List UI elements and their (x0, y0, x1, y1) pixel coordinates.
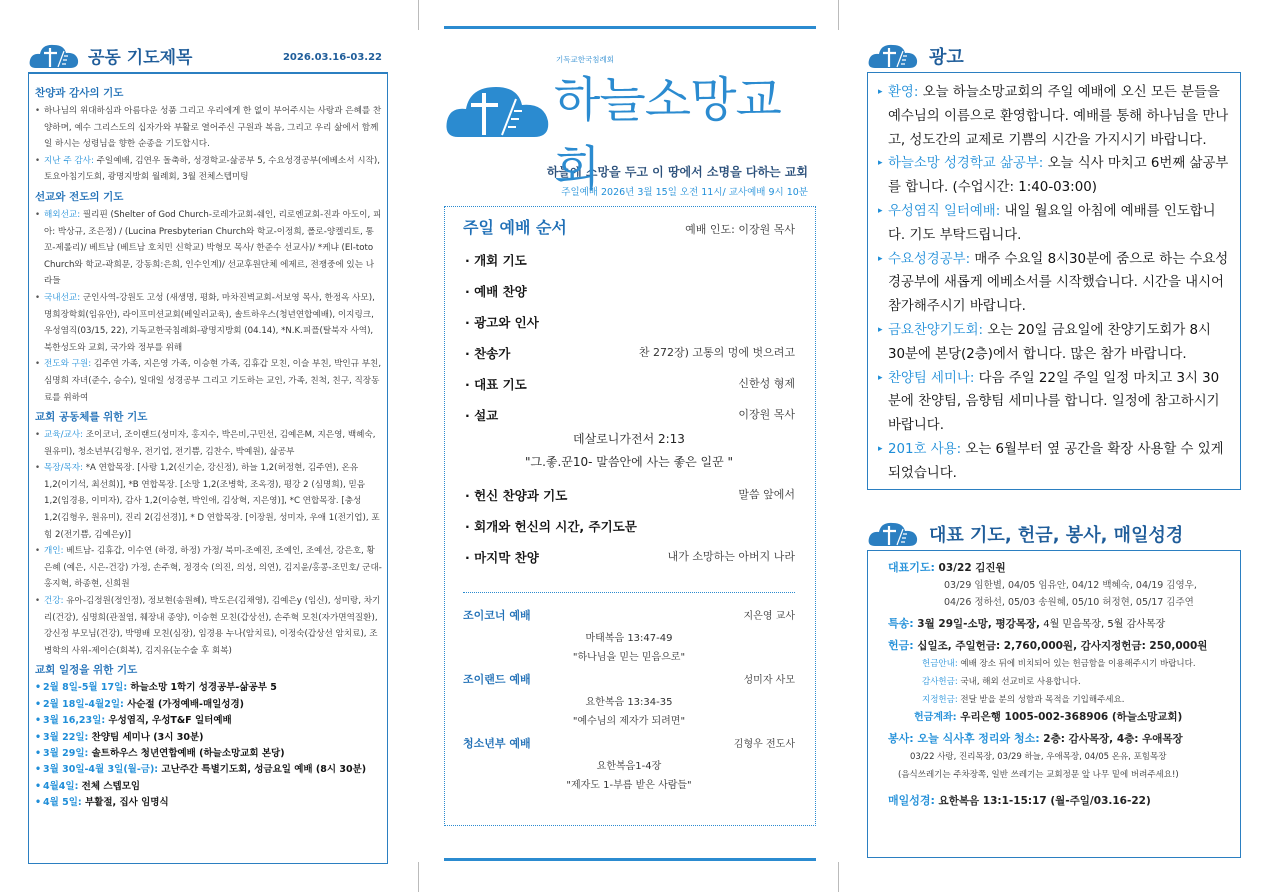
order-item (463, 344, 795, 362)
fold-mark (418, 862, 419, 892)
order-item-label: · 대표 기도 (465, 377, 527, 392)
group-header (463, 735, 795, 751)
announcement-key: 환영: (888, 85, 919, 100)
announcement-key: 금요찬양기도회: (888, 322, 984, 338)
schedule-text: 하늘소망 1학기 성경공부-삶공부 5 (127, 682, 277, 694)
order-item-detail: 말씀 앞에서 (738, 488, 795, 501)
prayer-box (28, 72, 388, 864)
group-header (463, 671, 795, 687)
announcement-text: 다음 주일 22일 주일 일정 마치고 3시 30분에 찬양팀, 음향팀 세미나를 합니다. 일정에 참고하시기 바랍니다. (888, 370, 1220, 434)
cloud-cross-logo-icon (444, 65, 552, 141)
order-item (463, 251, 795, 269)
item-key: 목장/목자: (44, 463, 83, 474)
service-note: (음식쓰레기는 주차장쪽, 일반 쓰레기는 교회정문 앞 나무 밑에 버려주세요!) (898, 770, 1179, 780)
group-service (463, 735, 795, 791)
schedule-item (35, 697, 382, 713)
row-value: 03/22 김진원 (934, 562, 1006, 574)
order-item-label: · 회개와 헌신의 시간, 주기도문 (465, 519, 637, 534)
worship-panel (444, 26, 816, 826)
row-value: 요한복음 13:1-15:17 (월-주일/03.16-22) (934, 795, 1151, 807)
offering-note (888, 673, 1232, 691)
special-row (888, 615, 1232, 633)
group-title: "하나님을 믿는 믿음으로" (572, 652, 686, 663)
row-key: 매일성경: (888, 794, 935, 807)
item-text: 조이코너, 조이랜드(성미자, 홍지수, 박은비,구민선, 김예은M, 지은영, 백혜숙, 원유미), 청소년부(김형우, 전기업, 전기쁨, 김찬수, 박예원), 삶공부 (44, 430, 376, 457)
order-item (463, 282, 795, 300)
schedule-text: 찬양팀 세미나 (3시 30분) (88, 731, 204, 743)
schedule-text: 전체 스텝모임 (78, 780, 141, 792)
announcement-text: 오는 20일 금요일에 찬양기도회가 8시 30분에 본당(2층)에서 합니다. 많은 참가 바랍니다. (888, 322, 1211, 362)
list-item (35, 543, 382, 593)
announcement-key: 201호 사용: (888, 441, 962, 457)
order-item-label: · 개회 기도 (465, 253, 527, 268)
group-service (463, 607, 795, 663)
schedule-item (35, 795, 382, 811)
list-item (35, 207, 382, 290)
worship-leader: 예배 인도: 이장원 목사 (685, 223, 795, 236)
item-text: 하나님의 위대하심과 아름다운 성품 그리고 우리에게 한 없이 부어주시는 사랑과 은혜를 찬양하며, 예수 그리스도의 십자가와 부활로 열어주신 구원과 복음, 그리고 우리 삶에서 함께 일 하시는 성령님을 향한 순종을 기도합시다. (44, 106, 382, 150)
list-item (35, 290, 382, 356)
schedule-item (35, 730, 382, 746)
offering-note (888, 655, 1232, 673)
prayer-rota: 03/29 임한별, 04/05 임유안, 04/12 백혜숙, 04/19 김영우, (944, 580, 1197, 591)
item-key: 개인: (44, 546, 64, 557)
order-item-detail: 내가 소망하는 아버지 나라 (667, 550, 795, 563)
row-key: 오늘 식사후 정리와 청소: (913, 732, 1040, 745)
prayer-panel (28, 38, 388, 864)
group-name: 조이랜드 예배 (463, 673, 531, 686)
row-value-extra: 4월 믿음목장, 5월 감사목장 (1040, 619, 1166, 630)
announcement-key: 수요성경공부: (888, 251, 971, 267)
announcement-text: 내일 월요일 아침에 예배를 인도합니다. 기도 부탁드립니다. (888, 203, 1216, 243)
order-item-label: · 예배 찬양 (465, 284, 527, 299)
item-key: 해외선교: (44, 209, 81, 220)
group-service (463, 671, 795, 727)
group-reference: 마태복음 13:47-49 (585, 633, 673, 644)
announcement-header (867, 38, 1241, 72)
fold-mark (838, 0, 839, 30)
prayer-title: 공동 기도제목 (88, 48, 193, 68)
announcement-item (878, 248, 1232, 319)
order-item (463, 517, 795, 535)
sermon-title: "그.좋.꾼10- 말씀안에 사는 좋은 일꾼 " (524, 455, 734, 469)
announcement-item (878, 367, 1232, 438)
announcement-key: 우성염직 일터예배: (888, 203, 1001, 219)
prayer-date: 2026.03.16-03.22 (282, 52, 382, 63)
service-box (867, 550, 1241, 858)
order-item-label: · 광고와 인사 (465, 315, 539, 330)
account-row (888, 709, 1232, 726)
schedule-date: 4월4일: (43, 780, 79, 792)
schedule-item (35, 779, 382, 795)
schedule-item (35, 762, 382, 778)
group-name: 청소년부 예배 (463, 737, 531, 750)
dotted-divider (463, 592, 795, 593)
announcement-item (878, 319, 1232, 367)
group-title: "제자도 1-부름 받은 사람들" (566, 780, 692, 791)
schedule-date: 3월 16,23일: (43, 715, 106, 727)
prayer-row (888, 559, 1232, 577)
group-title: "예수님의 제자가 되려면" (572, 716, 686, 727)
church-name: 하늘소망교회 (554, 72, 781, 197)
note-key: 헌금안내: (922, 659, 958, 669)
order-item-detail: 신한성 형제 (738, 377, 795, 390)
group-leader: 김형우 전도사 (733, 739, 795, 750)
schedule-date: 3월 22일: (43, 731, 89, 743)
group-name: 조이코너 예배 (463, 609, 531, 622)
row-key: 봉사: (888, 732, 914, 745)
order-item (463, 313, 795, 331)
row-key: 대표기도: (888, 561, 935, 574)
list-item (35, 356, 382, 406)
item-text: 주일예배, 김연우 돌축하, 성경학교-삶공부 5, 수요성경공부(에베소서 시작), 토요아침기도회, 광명지방회 월례회, 3월 전체스텝미팅 (44, 155, 380, 183)
sermon-reference: 데살로니가전서 2:13 (573, 432, 685, 446)
schedule-date: 4월 5일: (43, 797, 82, 809)
group-leader: 지은영 교사 (743, 611, 795, 622)
order-header (463, 215, 795, 238)
list-item (35, 460, 382, 543)
group-reference: 요한복음 13:34-35 (585, 697, 673, 708)
row-key: 특송: (888, 617, 914, 630)
order-item-detail: 찬 272장) 고통의 멍에 벗으려고 (638, 346, 795, 359)
announcement-box (867, 72, 1241, 490)
note-text: 예배 장소 뒤에 비치되어 있는 헌금함을 이용해주시기 바랍니다. (957, 659, 1196, 669)
item-text: 필리핀 (Shelter of God Church-로레가교회-쉐인, 리로엔교회-진과 아도이, 피아: 박상규, 조은정) / (Lucina Presbyterian Church와 학교-이정희, 폴로-양켈리토, 통꼬-제롤리)/ 베트남 (베트남 호치민 신학교) 박형모 목사/ 한준수 선교사)/ *케냐 (El-toto Church와 학교-곽희문, 강동희:은희, 인수인계)/ 선교후원단체 에제르, 전쟁중에 있는 나라들 (44, 209, 382, 287)
schedule-text: 우성염직, 우성T&F 일터예배 (105, 715, 232, 727)
order-title: 주일 예배 순서 (463, 218, 567, 237)
service-rota: 03/22 사랑, 진리목장, 03/29 하늘, 우애목장, 04/05 온유, 포힘목장 (910, 752, 1167, 762)
announcement-text: 오늘 식사 마치고 6번째 삶공부를 합니다. (수업시간: 1:40-03:00) (888, 156, 1229, 196)
schedule-date: 2월 18일-4월2일: (43, 698, 124, 710)
group-reference: 요한복음1-4장 (596, 761, 662, 772)
list-item (35, 153, 382, 186)
cloud-cross-icon (867, 40, 919, 70)
slogan: 하늘에 소망을 두고 이 땅에서 소명을 다하는 교회 (546, 165, 808, 179)
heading-community: 교회 공동체를 위한 기도 (35, 411, 148, 424)
list-item (35, 103, 382, 153)
daily-row (888, 792, 1232, 810)
heading-schedule: 교회 일정을 위한 기도 (35, 664, 138, 677)
prayer-rota: 04/26 정하선, 05/03 송원혜, 05/10 허정현, 05/17 김주연 (944, 597, 1194, 608)
row-value: 2층: 감사목장, 4층: 우애목장 (1039, 733, 1183, 745)
offering-row (888, 637, 1232, 655)
announcement-key: 찬양팀 세미나: (888, 370, 975, 386)
note-key: 지정헌금: (922, 695, 958, 705)
item-text: 군인사역-강원도 고성 (새생명, 평화, 마차진벽교회-서보영 목사, 한정옥 사모), 명희장학회(임유안), 라이프미션교회(베일러교육), 솔트하우스(청년연합예배), 이지링크, 우성염직(03/15, 22), 기독교한국침례회-광명지방회 (04.14), *N.K.피플(탈북자 사역), 북한성도와 교회, 국가와 정부를 위해 (44, 292, 375, 353)
denomination: 기독교한국침례회 (556, 55, 614, 64)
bottom-rule (444, 858, 816, 861)
item-key: 교육/교사: (44, 430, 83, 441)
announcement-item (878, 81, 1232, 152)
announcement-panel (867, 38, 1241, 858)
service-title: 대표 기도, 헌금, 봉사, 매일성경 (929, 525, 1184, 546)
group-header (463, 607, 795, 623)
order-item-label: · 마지막 찬양 (465, 550, 539, 565)
note-text: 전달 받을 분의 성함과 목적을 기입해주세요. (957, 695, 1125, 705)
item-key: 건강: (44, 596, 64, 607)
row-value: 3월 29일-소망, 평강목장, (913, 618, 1041, 630)
order-item-label: · 찬송가 (465, 346, 511, 361)
announcement-item (878, 438, 1232, 486)
service-info: 주일예배 2026년 3월 15일 오전 11시/ 교사예배 9시 10분 (561, 187, 808, 198)
item-key: 국내선교: (44, 292, 81, 303)
row-key: 헌금계좌: (914, 712, 957, 723)
offering-note (888, 691, 1232, 709)
schedule-text: 고난주간 특별기도회, 성금요일 예배 (8시 30분) (158, 764, 367, 776)
cloud-cross-icon (28, 40, 80, 70)
service-row (888, 730, 1232, 748)
item-text: 유아-김정원(정인정), 정보현(송원혜), 박도은(김채영), 김예은y (임신), 성미랑, 차기리(건강), 심명희(관절염, 췌장내 종양), 이승현 모친(갑상선), 손주혁 모친(자가면역질환), 강신정 부모님(건강), 박명배 모친(심장), 임경용 누나(암치료), 이정숙(갑상선 암치료), 조병학의 사위-제이슨(회복), 김지유(눈수술 후 회복) (44, 596, 381, 656)
announcement-item (878, 200, 1232, 248)
announcement-item (878, 152, 1232, 200)
item-key: 전도와 구원: (44, 359, 92, 370)
order-item (463, 548, 795, 566)
list-item (35, 427, 382, 460)
schedule-item (35, 713, 382, 729)
schedule-item (35, 680, 382, 696)
announcement-text: 오늘 하늘소망교회의 주일 예배에 오신 모든 분들을 예수님의 이름으로 환영합니다. 예배를 통해 하나님을 만나고, 성도간의 교제로 기쁨의 시간을 가지시기 바랍니다. (888, 85, 1229, 148)
order-item (463, 375, 795, 393)
announcement-key: 하늘소망 성경학교 삶공부: (888, 156, 1044, 172)
row-value: 우리은행 1005-002-368906 (하늘소망교회) (956, 711, 1183, 723)
note-text: 국내, 해외 선교비로 사용합니다. (957, 677, 1081, 687)
heading-mission: 선교와 전도의 기도 (35, 190, 124, 203)
item-text: 김주연 가족, 지은영 가족, 이승현 가족, 김휴갑 모친, 이슬 부친, 박인규 부친, 심명희 자녀(준수, 승수), 일대일 성경공부 그리고 기도하는 교인, 가족, 친척, 친구, 직장동료를 위하여 (44, 359, 382, 403)
order-item-detail: 이장원 목사 (738, 408, 795, 421)
schedule-text: 솔트하우스 청년연합예배 (하늘소망교회 본당) (88, 748, 285, 760)
order-item (463, 486, 795, 504)
schedule-text: 부활절, 집사 임명식 (81, 797, 169, 809)
list-item (35, 593, 382, 659)
row-value: 십일조, 주일헌금: 2,760,000원, 감사지정헌금: 250,000원 (913, 640, 1208, 652)
fold-mark (418, 0, 419, 30)
order-item-label: · 헌신 찬양과 기도 (465, 488, 568, 503)
prayer-header (28, 38, 388, 72)
cloud-cross-icon (867, 518, 919, 548)
announcement-title: 광고 (929, 47, 964, 68)
note-key: 감사헌금: (922, 677, 958, 687)
heading-praise: 찬양과 감사의 기도 (35, 87, 124, 99)
schedule-date: 3월 30일-4월 3일(월-금): (43, 764, 159, 776)
schedule-text: 사순절 (가정예배-매일성경) (123, 698, 245, 710)
order-item-label: · 설교 (465, 408, 499, 423)
item-key: 지난 주 감사: (44, 155, 94, 166)
item-text: 베트남- 김휴갑, 이수연 (하경, 하정) 가정/ 북미-조예진, 조예인, 조예선, 강은호, 황은혜 (예은, 시은-건강) 가정, 손주혁, 정경숙 (의진, 의성, 의연), 김지윤/홍콩-조민호/ 군대-홍지혁, 하종현, 신희원 (44, 546, 382, 590)
service-header (867, 516, 1241, 550)
announcement-text: 오는 6월부터 옆 공간을 확장 사용할 수 있게 되었습니다. (888, 441, 1224, 481)
row-key: 헌금: (888, 639, 914, 652)
schedule-date: 3월 29일: (43, 748, 89, 760)
order-item (463, 406, 795, 424)
item-text: *A 연합목장. [사랑 1,2(신기순, 강신정), 하늘 1,2(허정현, 김주연), 온유 1,2(이기석, 최선희)], *B 연합목장. [소망 1,2(조병학, 조옥경), 평강 2 (심명희), 믿음 1,2(임경용, 이미자), 감사 1,2(이승현, 박인애, 김상혁, 지은영)], *C 연합목장. [충성 1,2(김형우, 원유미), 진리 2(김선경)], * D 연합목장. [이장원, 성미자, 우애 1(전기업), 포힘 2(전기쁨, 김예은y)] (44, 463, 380, 540)
announcement-text: 매주 수요일 8시30분에 줌으로 하는 수요성경공부에 새롭게 에베소서를 시작했습니다. 시간을 내시어 참가해주시기 바랍니다. (888, 251, 1229, 315)
schedule-item (35, 746, 382, 762)
schedule-date: 2월 8일-5월 17일: (43, 682, 128, 694)
group-leader: 성미자 사모 (743, 675, 795, 686)
order-of-worship (444, 206, 816, 826)
fold-mark (838, 862, 839, 892)
